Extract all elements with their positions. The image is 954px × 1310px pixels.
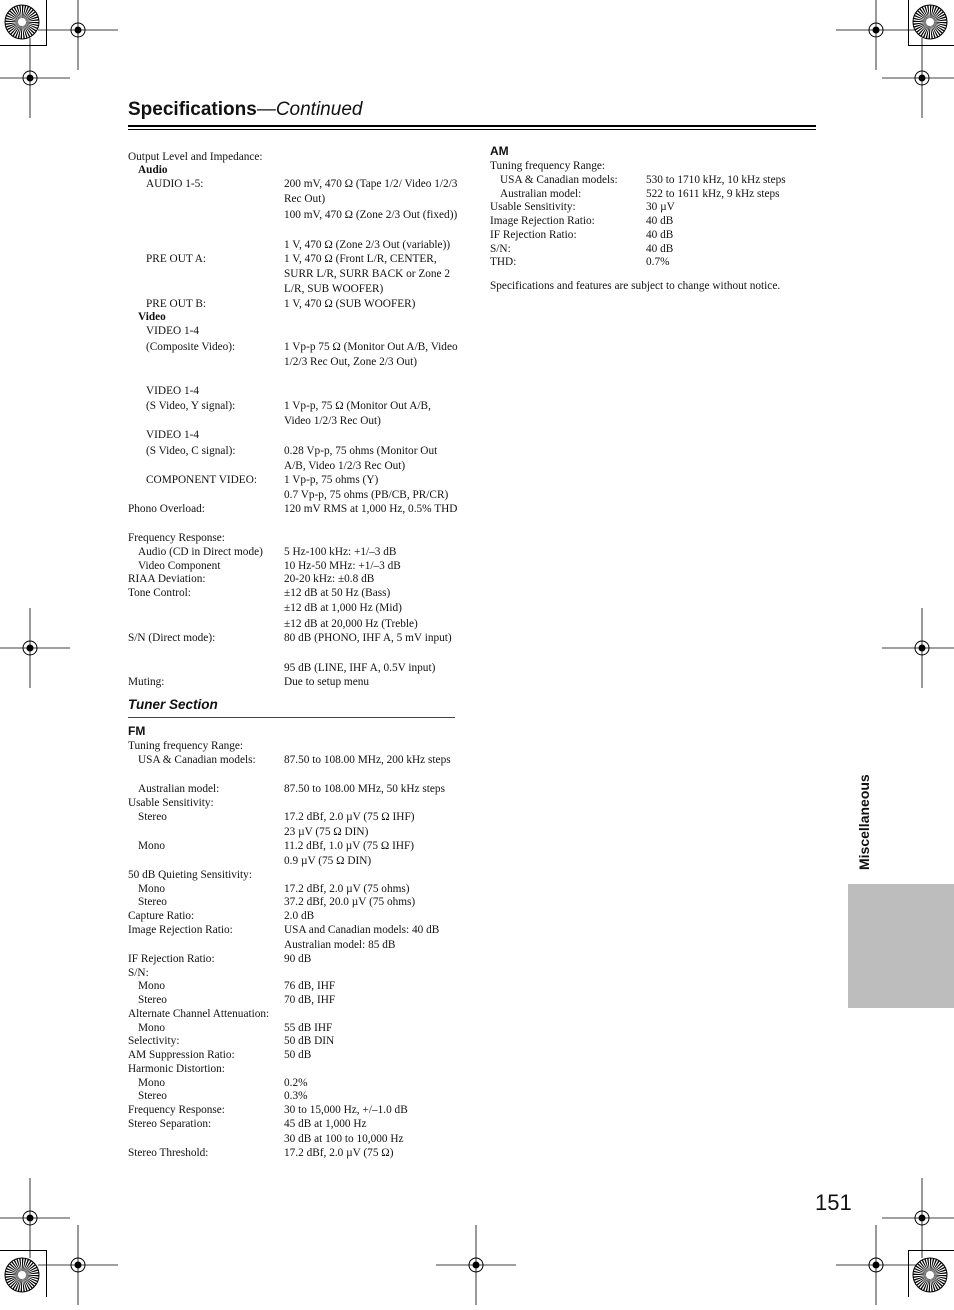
spec-label: Australian model: [500, 188, 582, 200]
spec-value: 1 V, 470 Ω (Front L/R, CENTER, SURR L/R, SURR BACK or Zone 2 L/R, SUB WOOFER) [284, 253, 451, 295]
spec-value: 17.2 dBf, 2.0 µV (75 Ω IHF) [284, 811, 415, 823]
spec-label: IF Rejection Ratio: [490, 229, 577, 241]
spec-label: Stereo [138, 811, 167, 823]
spec-value: 40 dB [646, 229, 674, 241]
spec-label: Alternate Channel Attenuation: [128, 1008, 270, 1020]
spec-value: ±12 dB at 50 Hz (Bass) [284, 587, 391, 599]
spec-value: 17.2 dBf, 2.0 µV (75 Ω) [284, 1147, 394, 1159]
starburst-icon [2, 1255, 42, 1295]
spec-value: 55 dB IHF [284, 1022, 333, 1034]
spec-value: 120 mV RMS at 1,000 Hz, 0.5% THD [284, 503, 458, 515]
page-title [128, 99, 362, 121]
spec-value: ±12 dB at 1,000 Hz (Mid) [284, 602, 402, 614]
spec-label: USA & Canadian models: [500, 174, 618, 186]
title-text: Specifications [128, 99, 257, 120]
spec-value: 1 Vp-p, 75 Ω (Monitor Out A/B, Video 1/2/3 Rec Out) [284, 400, 431, 427]
spec-value: 100 mV, 470 Ω (Zone 2/3 Out (fixed)) [284, 209, 458, 221]
spec-label: 50 dB Quieting Sensitivity: [128, 869, 252, 881]
spec-label: Audio (CD in Direct mode) [138, 546, 263, 558]
spec-label: Stereo Separation: [128, 1118, 212, 1130]
spec-label: (S Video, Y signal): [146, 400, 236, 412]
spec-label: Selectivity: [128, 1035, 180, 1047]
crosshair-icon [877, 603, 954, 693]
spec-value: USA and Canadian models: 40 dB [284, 924, 440, 936]
spec-value: 76 dB, IHF [284, 980, 336, 992]
side-tab [848, 884, 954, 1008]
spec-value: 30 dB at 100 to 10,000 Hz [284, 1133, 404, 1145]
spec-label: VIDEO 1-4 [146, 325, 200, 337]
spec-value: 20-20 kHz: ±0.8 dB [284, 573, 375, 585]
title-continued: —Continued [256, 99, 363, 120]
spec-value: 50 dB [284, 1049, 312, 1061]
crosshair-icon [0, 603, 75, 693]
crop-line [908, 45, 954, 46]
spec-value: 50 dB DIN [284, 1035, 335, 1047]
crosshair-icon [0, 33, 75, 123]
spec-label: Muting: [128, 676, 165, 688]
spec-label: PRE OUT B: [146, 298, 207, 310]
spec-label: Phono Overload: [128, 503, 205, 515]
spec-label: Tuning frequency Range: [128, 740, 244, 752]
spec-value: 530 to 1710 kHz, 10 kHz steps [646, 174, 786, 186]
spec-value: 40 dB [646, 215, 674, 227]
spec-label: Stereo Threshold: [128, 1147, 209, 1159]
spec-label: Tuning frequency Range: [490, 160, 606, 172]
spec-value: ±12 dB at 20,000 Hz (Treble) [284, 618, 418, 630]
spec-label: Tone Control: [128, 587, 191, 599]
spec-value: 11.2 dBf, 1.0 µV (75 Ω IHF) [284, 840, 415, 852]
spec-value: 80 dB (PHONO, IHF A, 5 mV input) [284, 632, 452, 644]
spec-label: COMPONENT VIDEO: [146, 474, 257, 486]
spec-label: S/N: [490, 243, 511, 255]
crop-line [0, 1250, 46, 1251]
spec-value: 40 dB [646, 243, 674, 255]
spec-label: S/N: [128, 967, 149, 979]
spec-label: Mono [138, 1022, 165, 1034]
spec-label: AUDIO 1-5: [146, 178, 204, 190]
crosshair-icon [877, 33, 954, 123]
page-number: 151 [815, 1190, 852, 1215]
spec-label: Output Level and Impedance: [128, 151, 263, 163]
spec-label: (Composite Video): [146, 341, 236, 353]
spec-label: Harmonic Distortion: [128, 1063, 225, 1075]
spec-label: Usable Sensitivity: [490, 201, 576, 213]
spec-value: 0.28 Vp-p, 75 ohms (Monitor Out A/B, Video 1/2/3 Rec Out) [284, 445, 438, 472]
spec-label: Stereo [138, 896, 167, 908]
tuner-section-heading: Tuner Section [128, 697, 218, 712]
am-heading: AM [490, 144, 509, 158]
spec-label: USA & Canadian models: [138, 754, 256, 766]
header-rule [128, 125, 816, 127]
spec-label: Mono [138, 883, 165, 895]
spec-label: Mono [138, 840, 165, 852]
crop-line [908, 1250, 909, 1297]
spec-label: (S Video, C signal): [146, 445, 236, 457]
spec-value: 87.50 to 108.00 MHz, 50 kHz steps [284, 783, 445, 795]
spec-value: 1 V, 470 Ω (SUB WOOFER) [284, 298, 416, 310]
starburst-icon [2, 2, 42, 42]
spec-label: Australian model: [138, 783, 220, 795]
spec-label: RIAA Deviation: [128, 573, 206, 585]
spec-label: VIDEO 1-4 [146, 385, 200, 397]
crop-line [908, 1250, 954, 1251]
spec-value: 17.2 dBf, 2.0 µV (75 ohms) [284, 883, 410, 895]
spec-value: 0.2% [284, 1077, 308, 1089]
spec-label: Mono [138, 1077, 165, 1089]
spec-value: 87.50 to 108.00 MHz, 200 kHz steps [284, 754, 451, 766]
spec-value: 95 dB (LINE, IHF A, 0.5V input) [284, 662, 436, 674]
spec-value: 10 Hz-50 MHz: +1/–3 dB [284, 560, 401, 572]
spec-label: Mono [138, 980, 165, 992]
side-tab-label: Miscellaneous [856, 774, 872, 870]
spec-value: 30 µV [646, 201, 675, 213]
tuner-section-rule [128, 717, 455, 718]
spec-label: Video Component [138, 560, 221, 572]
spec-value: 0.9 µV (75 Ω DIN) [284, 855, 372, 867]
spec-value: 5 Hz-100 kHz: +1/–3 dB [284, 546, 397, 558]
crop-line [0, 45, 46, 46]
crop-line [908, 0, 909, 46]
spec-label: Image Rejection Ratio: [490, 215, 595, 227]
spec-label: PRE OUT A: [146, 253, 207, 265]
spec-label: Stereo [138, 994, 167, 1006]
spec-value: 70 dB, IHF [284, 994, 336, 1006]
spec-label: IF Rejection Ratio: [128, 953, 215, 965]
starburst-icon [910, 1255, 950, 1295]
crop-line [46, 0, 47, 46]
spec-value: Due to setup menu [284, 676, 370, 688]
fm-heading: FM [128, 724, 146, 738]
spec-value: 200 mV, 470 Ω (Tape 1/2/ Video 1/2/3 Rec Out) [284, 178, 458, 205]
spec-label: Frequency Response: [128, 1104, 225, 1116]
spec-label: Image Rejection Ratio: [128, 924, 233, 936]
spec-label: AM Suppression Ratio: [128, 1049, 235, 1061]
spec-value: 37.2 dBf, 20.0 µV (75 ohms) [284, 896, 416, 908]
specification-note: Specifications and features are subject to change without notice. [490, 280, 781, 292]
spec-value: 1 Vp-p 75 Ω (Monitor Out A/B, Video 1/2/3 Rec Out, Zone 2/3 Out) [284, 341, 458, 368]
spec-label: THD: [490, 256, 517, 268]
spec-label: VIDEO 1-4 [146, 429, 200, 441]
spec-value: 0.7 Vp-p, 75 ohms (PB/CB, PR/CR) [284, 489, 449, 501]
spec-value: 0.7% [646, 256, 670, 268]
spec-label: Audio [138, 164, 168, 176]
header-rule-thin [128, 129, 816, 130]
spec-value: 90 dB [284, 953, 312, 965]
spec-label: Stereo [138, 1090, 167, 1102]
spec-value: 1 Vp-p, 75 ohms (Y) [284, 474, 379, 486]
spec-value: Australian model: 85 dB [284, 939, 396, 951]
spec-value: 23 µV (75 Ω DIN) [284, 826, 369, 838]
spec-label: Frequency Response: [128, 532, 225, 544]
starburst-icon [910, 2, 950, 42]
spec-label: Capture Ratio: [128, 910, 195, 922]
spec-label: S/N (Direct mode): [128, 632, 216, 644]
spec-value: 522 to 1611 kHz, 9 kHz steps [646, 188, 780, 200]
spec-value: 1 V, 470 Ω (Zone 2/3 Out (variable)) [284, 239, 451, 251]
spec-value: 45 dB at 1,000 Hz [284, 1118, 367, 1130]
crop-line [46, 1250, 47, 1297]
spec-value: 30 to 15,000 Hz, +/–1.0 dB [284, 1104, 408, 1116]
spec-value: 0.3% [284, 1090, 308, 1102]
spec-value: 2.0 dB [284, 910, 315, 922]
spec-label: Video [138, 311, 166, 323]
spec-label: Usable Sensitivity: [128, 797, 214, 809]
